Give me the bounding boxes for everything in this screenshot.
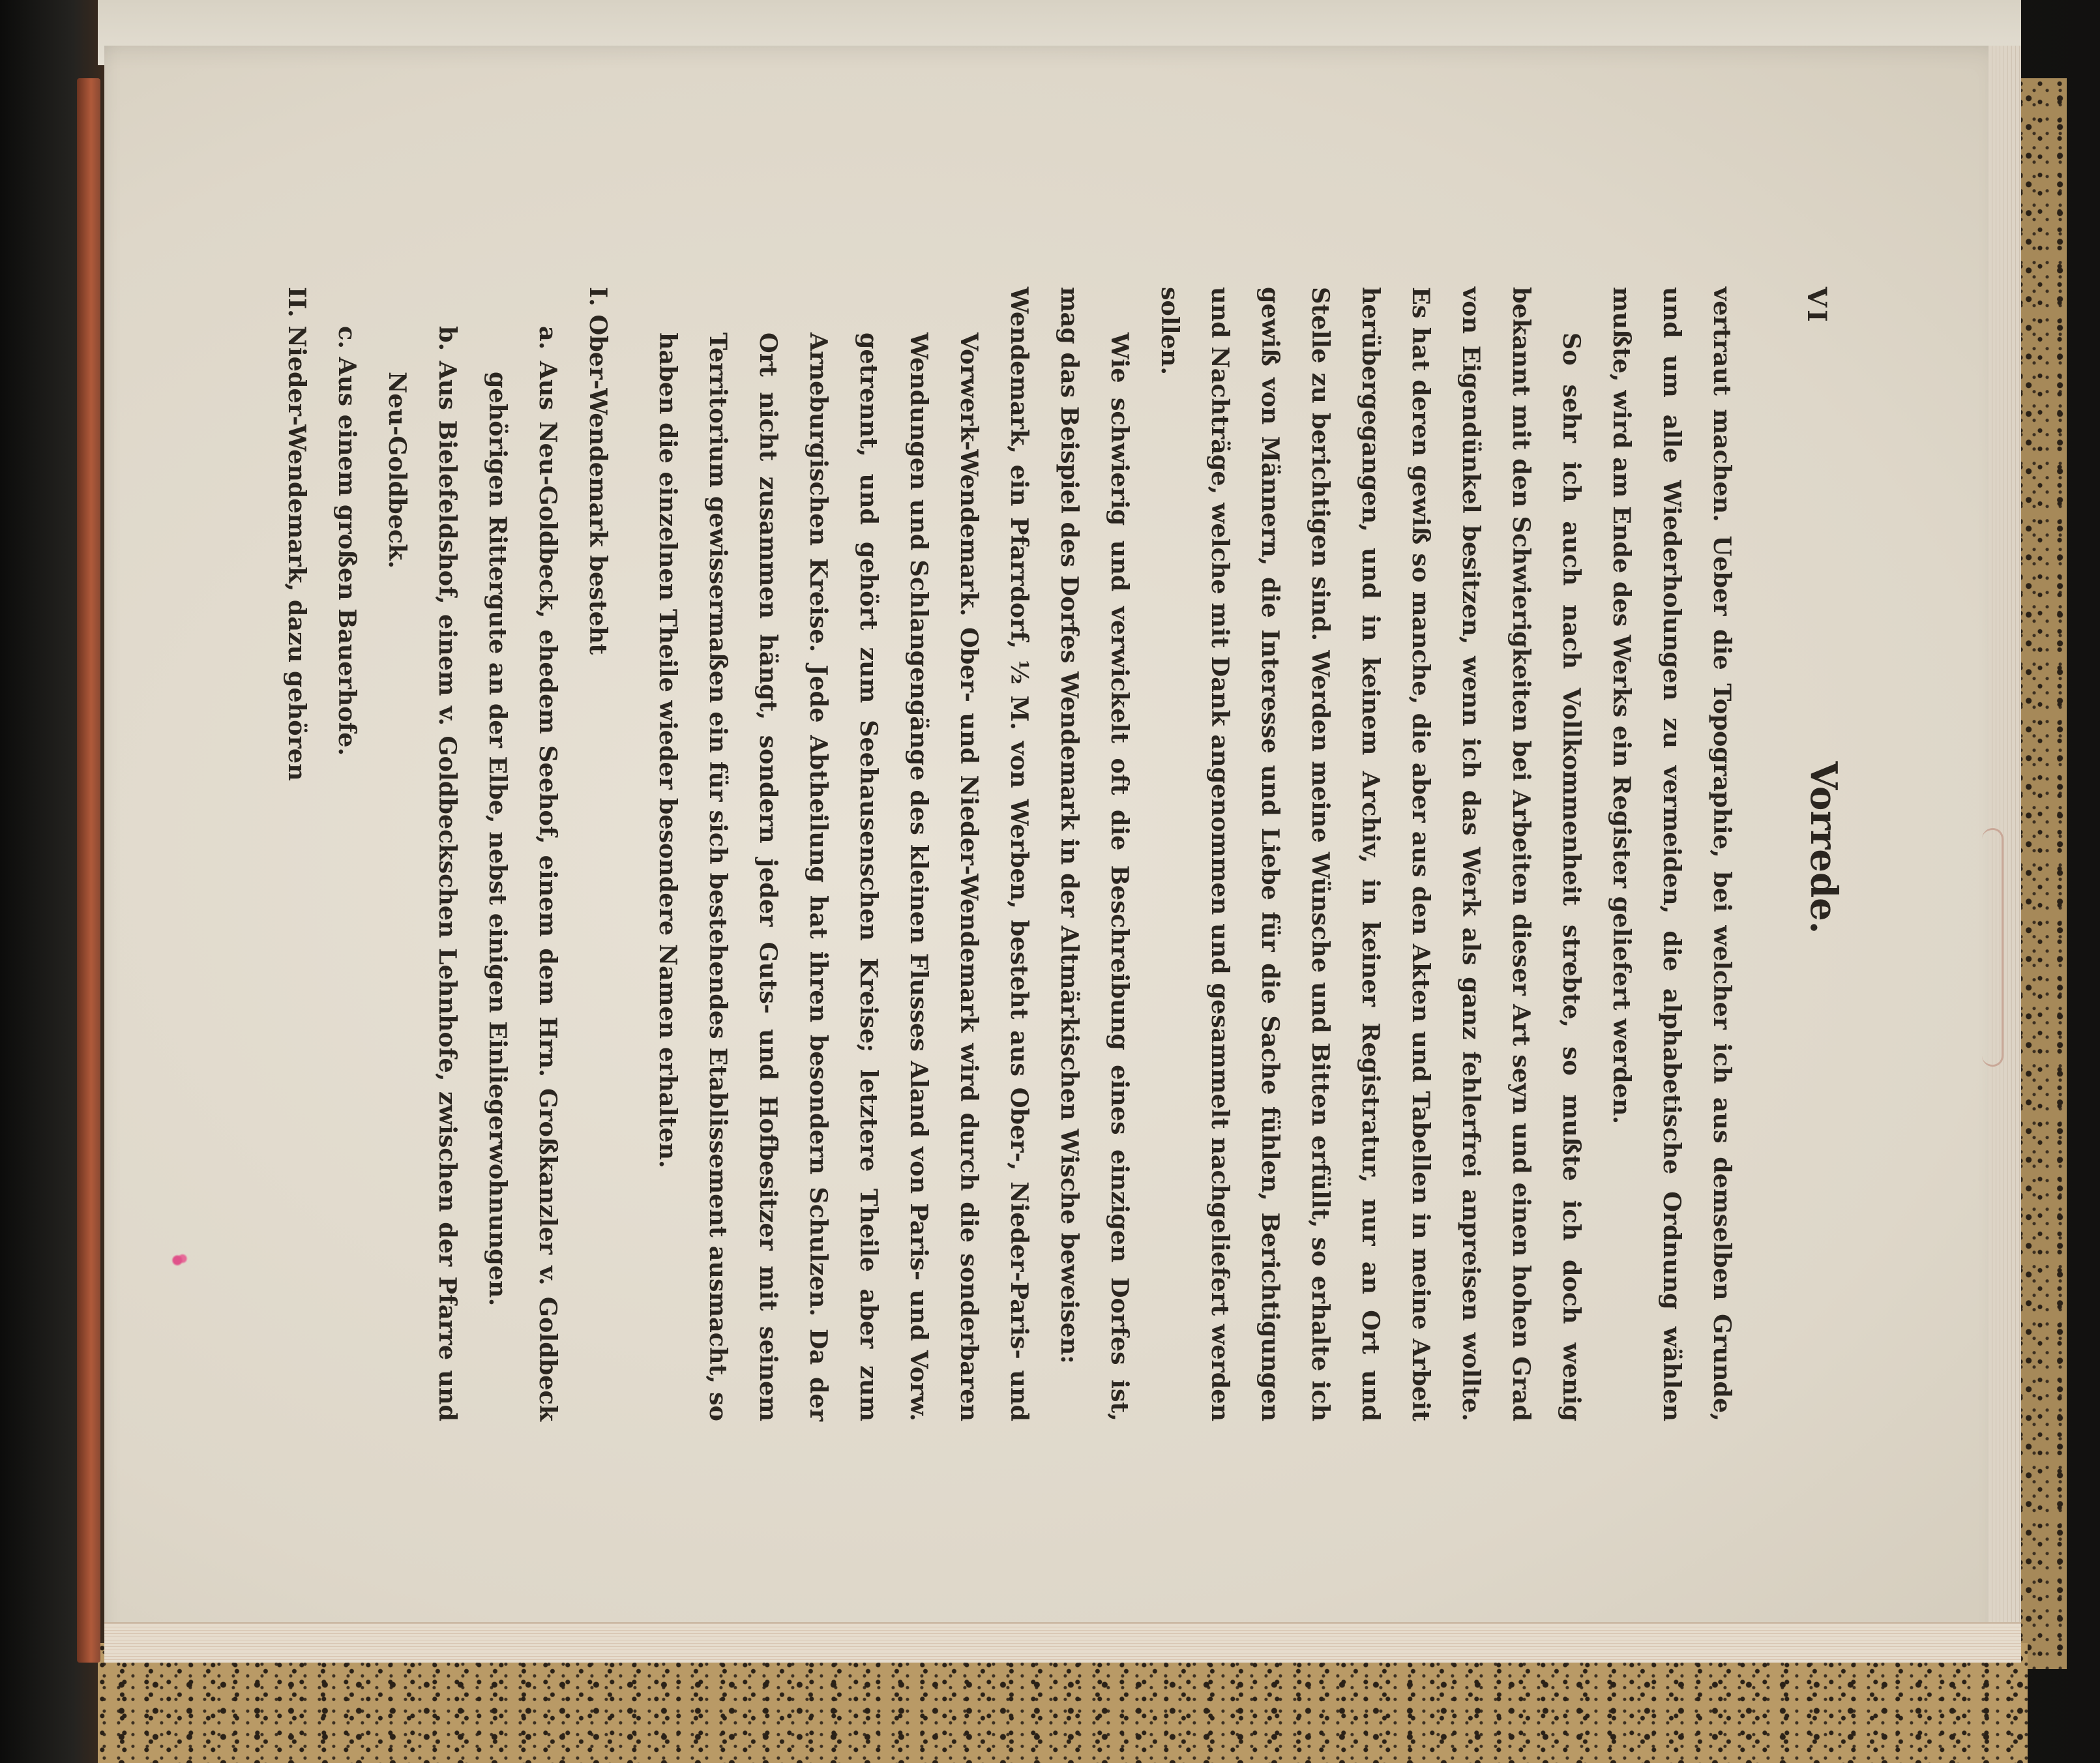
page-bottom-edge xyxy=(104,1622,2021,1663)
page-number: VI xyxy=(1801,287,1832,325)
paragraph-3: Wie schwierig und verwickelt oft die Beschreibung eines einzigen Dorfes ist, mag das Beispiel des Dorfes Wendemark in der Altmärkischen Wische beweisen: xyxy=(1056,287,1134,1421)
paragraph-1: vertraut machen. Ueber die Topographie, bei welcher ich aus demselben Grunde, und um alle Wiederholungen zu vermeiden, die alphabetische Ordnung wählen mußte, wird am Ende des Werks ein Register geliefert werden. xyxy=(1608,287,1736,1421)
red-book-edge xyxy=(77,78,100,1663)
section-item-c: c. Aus einem großen Bauerhofe. xyxy=(333,326,361,756)
paragraph-2: So sehr ich auch nach Vollkommenheit strebte, so mußte ich doch wenig bekannt mit den Schwierigkeiten bei Arbeiten dieser Art seyn und einen hohen Grad von Eigendünkel besitzen, wenn ich das Werk als ganz fehlerfrei anpreisen wollte. Es hat deren gewiß so manche, die aber aus den Akten und Tabellen in meine Arbeit herübergegangen, und in keinem Archiv, in keiner Registratur, nur an Ort und Stelle zu berichtigen sind. Werden meine Wünsche und Bitten erfüllt, so erhalte ich gewiß von Männern, die Interesse und Liebe für die Sache fühlen, Berichtigungen und Nachträge, welche mit Dank angenommen und gesammelt nachgeliefert werden sollen. xyxy=(1156,287,1586,1421)
running-head xyxy=(1780,267,1845,1428)
rotated-text-block xyxy=(183,228,1943,1467)
section-item-a: a. Aus Neu-Goldbeck, ehedem Seehof, einem dem Hrn. Großkanzler v. Goldbeck gehörigen Rittergute an der Elbe, nebst einigen Einliegerwohnungen. xyxy=(484,326,562,1421)
section-item-b: b. Aus Bielefeldshof, einem v. Goldbeckschen Lehnhofe, zwischen der Pfarre und Neu-Goldbeck. xyxy=(383,326,462,1421)
page-title: Vorrede. xyxy=(1802,761,1845,934)
section-heading-1: I. Ober-Wendemark besteht xyxy=(584,287,612,655)
paragraph-4: Wendemark, ein Pfarrdorf, ½ M. von Werben, besteht aus Ober-, Nieder-Paris- und Vorwerk-Wendemark. Ober- und Nieder-Wendemark wird durch die sonderbaren Wendungen und Schlangengänge des kleinen Flusses Aland von Paris- und Vorw. getrennt, und gehört zum Seehausenschen Kreise; letztere Theile aber zum Arneburgischen Kreise. Jede Abtheilung hat ihren besondern Schulzen. Da der Ort nicht zusammen hängt, sondern jeder Guts- und Hofbesitzer mit seinem Territorium gewissermaßen ein für sich bestehendes Etablissement ausmacht, so haben die einzelnen Theile wieder besondere Namen erhalten. xyxy=(654,287,1033,1421)
ribbon-loop xyxy=(1982,828,2004,1067)
page-text xyxy=(183,228,1943,1467)
section-heading-2: II. Nieder-Wendemark, dazu gehören xyxy=(283,287,311,781)
body-text xyxy=(272,287,1747,1421)
